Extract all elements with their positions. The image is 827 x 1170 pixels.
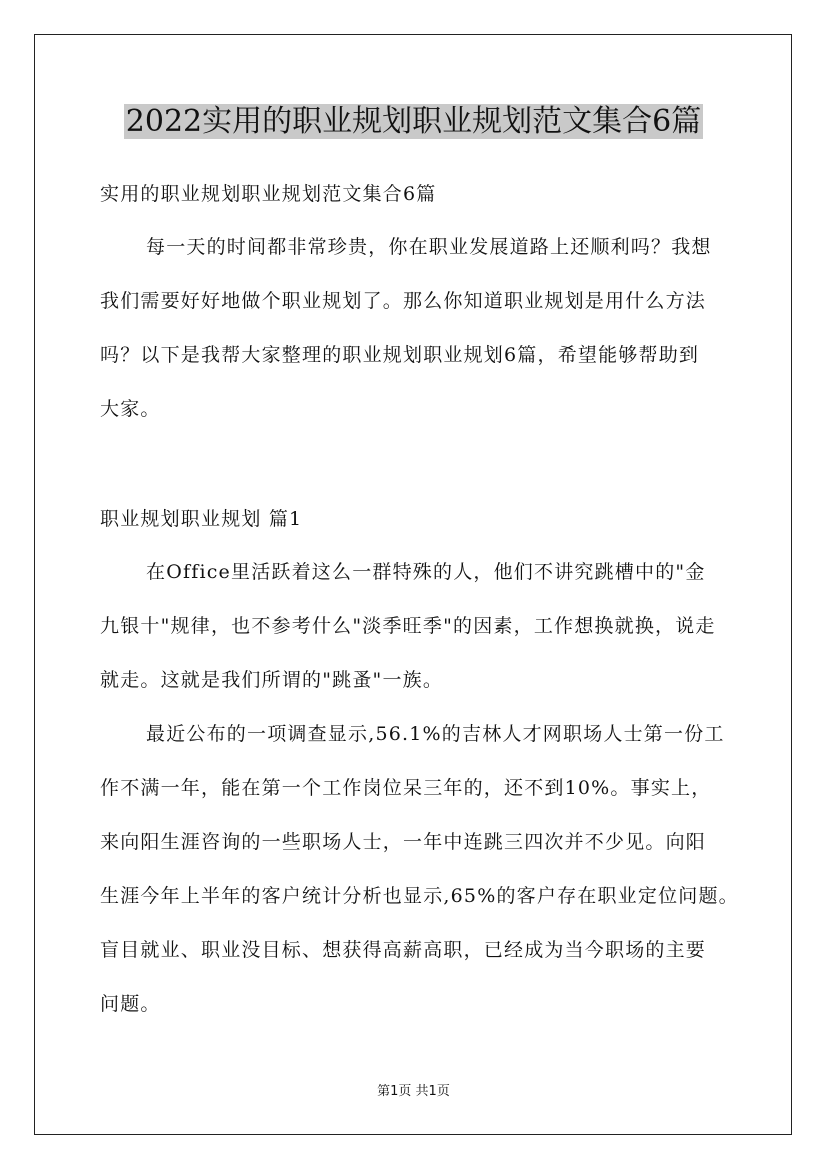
paragraph2-line-3: 来向阳生涯咨询的一些职场人士，一年中连跳三四次并不少见。向阳 <box>100 831 707 853</box>
page-number-footer: 第1页 共1页 <box>377 1084 450 1099</box>
intro-line-3: 吗？以下是我帮大家整理的职业规划职业规划6篇，希望能够帮助到 <box>100 344 700 366</box>
section-heading: 职业规划职业规划 篇1 <box>100 508 303 530</box>
paragraph1-line-3: 就走。这就是我们所谓的"跳蚤"一族。 <box>100 669 444 691</box>
paragraph1-line-2: 九银十"规律，也不参考什么"淡季旺季"的因素，工作想换就换，说走 <box>100 615 716 637</box>
document-title: 2022实用的职业规划职业规划范文集合6篇 <box>125 104 702 139</box>
paragraph2-line-6: 问题。 <box>100 993 161 1015</box>
paragraph2-line-1: 最近公布的一项调查显示,56.1%的吉林人才网职场人士第一份工 <box>146 723 725 745</box>
paragraph2-line-4: 生涯今年上半年的客户统计分析也显示,65%的客户存在职业定位问题。 <box>100 885 739 907</box>
document-subtitle: 实用的职业规划职业规划范文集合6篇 <box>100 183 437 205</box>
paragraph1-line-1: 在Office里活跃着这么一群特殊的人，他们不讲究跳槽中的"金 <box>146 561 706 583</box>
intro-line-2: 我们需要好好地做个职业规划了。那么你知道职业规划是用什么方法 <box>100 290 707 312</box>
intro-line-4: 大家。 <box>100 398 161 420</box>
paragraph2-line-2: 作不满一年，能在第一个工作岗位呆三年的，还不到10%。事实上， <box>100 777 712 799</box>
intro-line-1: 每一天的时间都非常珍贵，你在职业发展道路上还顺利吗？我想 <box>146 236 712 258</box>
paragraph2-line-5: 盲目就业、职业没目标、想获得高薪高职，已经成为当今职场的主要 <box>100 939 707 961</box>
